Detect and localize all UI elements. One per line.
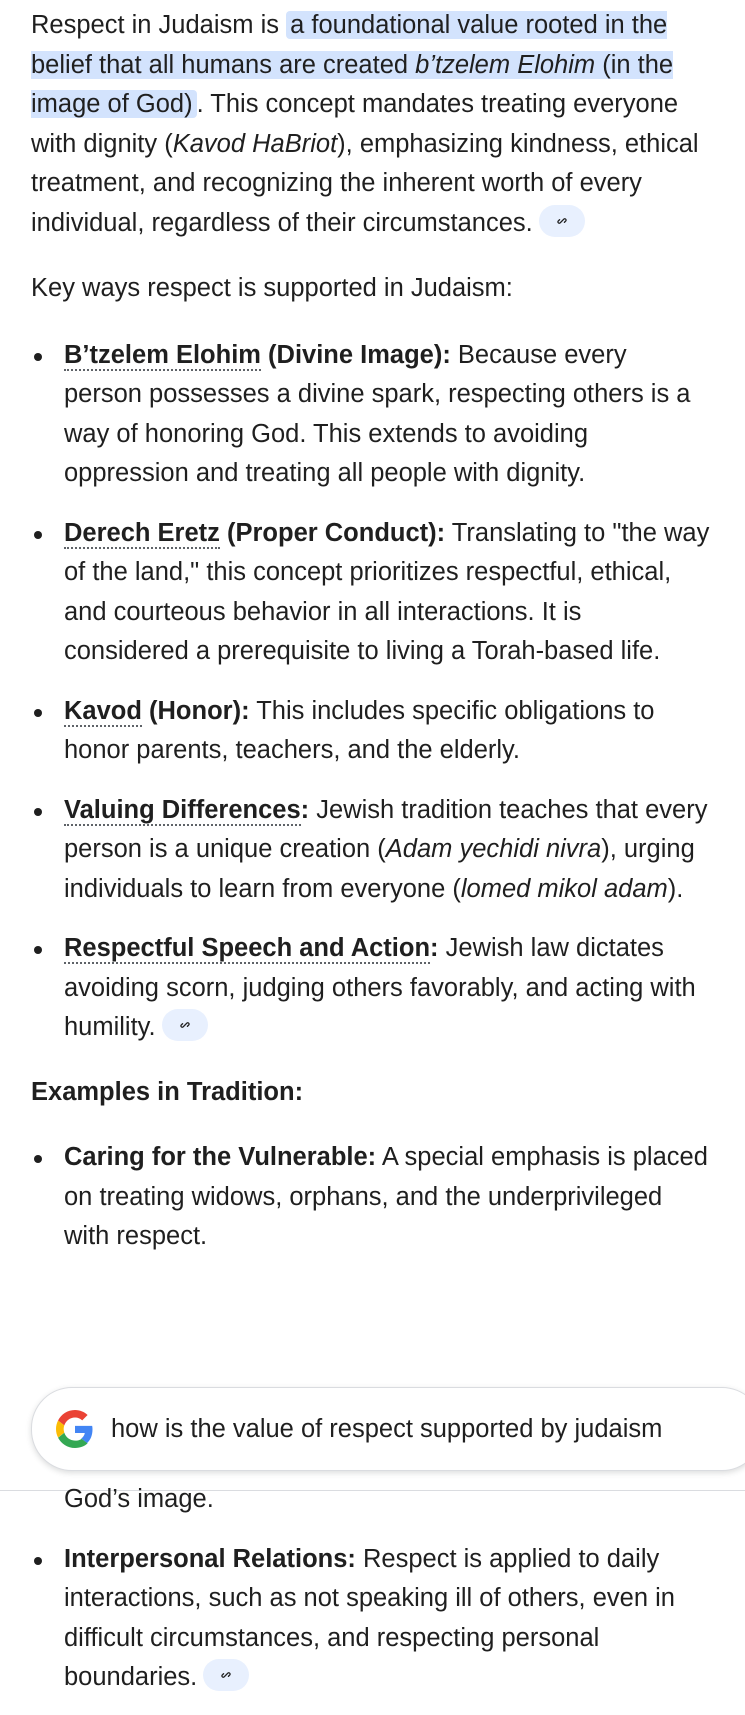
item-text: This includes specific obligations to honor parents, teachers, and the elderly. xyxy=(64,696,655,764)
highlight-italic: b’tzelem Elohim xyxy=(415,50,596,79)
item-text: Jewish law dictates avoiding scorn, judging others favorably, and acting with humility. xyxy=(64,934,696,1041)
item-text: A special emphasis is placed on treating widows, orphans, and the underprivileged with respect. xyxy=(64,1143,708,1250)
item-text: Jewish tradition teaches that every person is a unique creation ( xyxy=(64,795,708,863)
link-icon xyxy=(554,213,570,229)
examples-list-continued xyxy=(31,1540,711,1698)
term-suffix: : xyxy=(430,934,439,962)
item-text-3: ). xyxy=(667,874,684,903)
term-suffix: (Honor): xyxy=(141,696,250,725)
answer-content-lower xyxy=(31,1480,711,1698)
list-item xyxy=(31,514,711,672)
source-link-chip[interactable] xyxy=(203,1659,249,1691)
list-item xyxy=(31,336,711,494)
intro-text-3: ), emphasizing kindness, ethical treatment, and recognizing the inherent worth of every individual, regardless of their circumstances. xyxy=(31,129,699,237)
highlight-text: a foundational value rooted in the belief that all humans are created xyxy=(31,11,668,79)
list-item xyxy=(31,791,711,910)
term-link[interactable]: Derech Eretz xyxy=(64,518,220,547)
answer-scroll-area xyxy=(31,0,711,1372)
item-term: Interpersonal Relations: xyxy=(64,1544,356,1573)
item-text: Translating to "the way of the land," this concept prioritizes respectful, ethical, and courteous behavior in all interactions. It is considered a prerequisite to living a Torah-based life. xyxy=(64,518,710,665)
intro-paragraph xyxy=(31,0,711,243)
item-text: Because every person possesses a divine spark, respecting others is a way of honoring God. This extends to avoiding oppression and treating all people with dignity. xyxy=(64,340,691,487)
google-g-logo xyxy=(56,1410,94,1448)
term-link[interactable]: Respectful Speech and Action xyxy=(64,934,431,962)
follow-up-search-bar[interactable] xyxy=(31,1387,745,1471)
key-ways-lead: Key ways respect is supported in Judaism: xyxy=(31,274,513,302)
source-link-chip[interactable] xyxy=(162,1009,208,1041)
term-suffix: (Divine Image): xyxy=(260,340,451,369)
intro-italic: Kavod HaBriot xyxy=(172,129,338,158)
term-link[interactable]: Kavod xyxy=(64,696,142,725)
item-text: Respect is applied to daily interactions, such as not speaking ill of others, even in difficult circumstances, and respecting personal boundaries. xyxy=(64,1544,675,1691)
search-query: how is the value of respect supported by judaism xyxy=(111,1414,663,1443)
term-suffix: (Proper Conduct): xyxy=(219,518,446,547)
list-item xyxy=(31,929,711,1048)
link-icon xyxy=(177,1017,193,1033)
examples-heading: Examples in Tradition: xyxy=(31,1077,304,1106)
answer-content xyxy=(31,0,711,1372)
intro-text-2: . This concept mandates treating everyone with dignity ( xyxy=(31,90,679,158)
examples-list xyxy=(31,1138,711,1257)
key-ways-list xyxy=(31,336,711,1048)
partial-line: God’s image. xyxy=(64,1485,214,1513)
item-italic-2: lomed mikol adam xyxy=(460,874,668,903)
term-link[interactable]: Valuing Differences xyxy=(64,795,301,824)
term-link[interactable]: B’tzelem Elohim xyxy=(64,340,261,369)
term-suffix: : xyxy=(300,795,310,824)
item-text-2: ), urging individuals to learn from everyone ( xyxy=(64,835,695,903)
source-link-chip[interactable] xyxy=(539,205,585,237)
intro-text: Respect in Judaism is xyxy=(31,11,287,39)
list-item xyxy=(31,1540,711,1698)
item-term: Caring for the Vulnerable: xyxy=(64,1143,377,1171)
highlight-text-end: (in the image of God) xyxy=(31,50,674,118)
list-item xyxy=(31,692,711,771)
link-icon xyxy=(218,1667,234,1683)
list-item xyxy=(31,1138,711,1257)
item-italic: Adam yechidi nivra xyxy=(385,835,602,863)
